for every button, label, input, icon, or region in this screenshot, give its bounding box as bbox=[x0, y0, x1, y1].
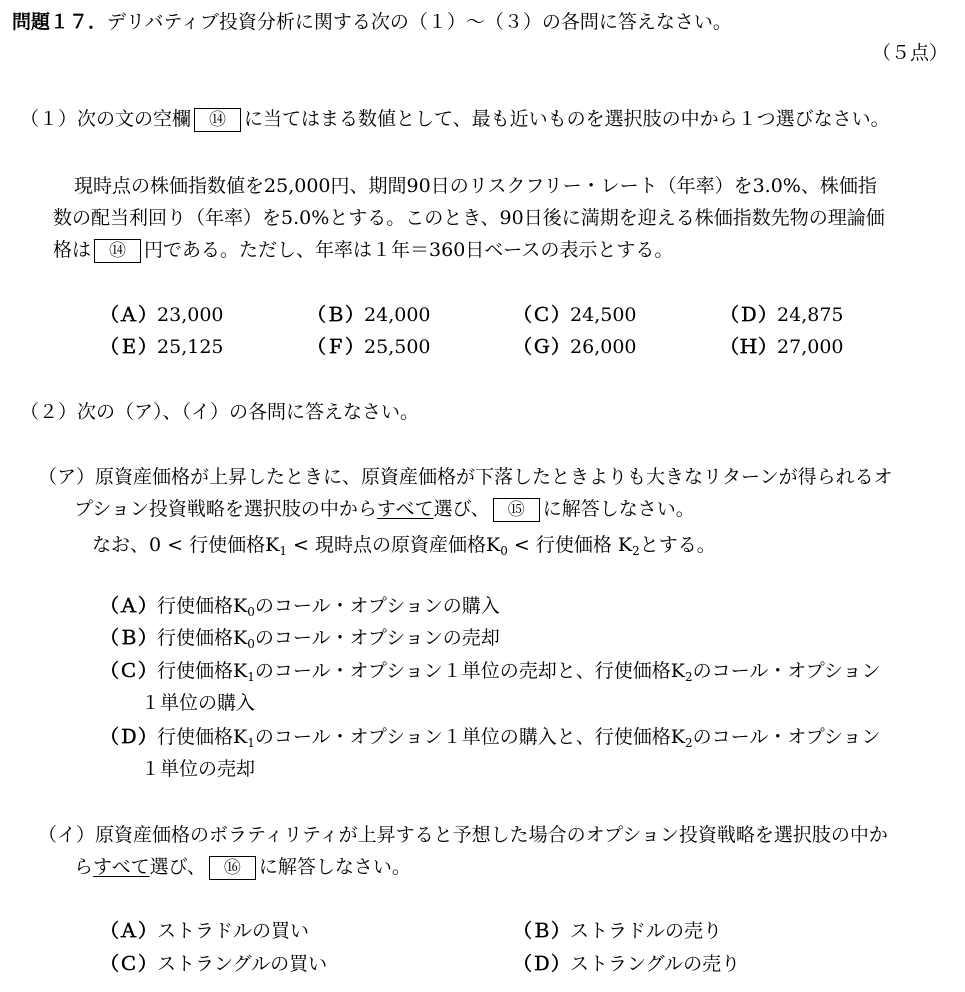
blank-16: ⑯ bbox=[209, 856, 256, 880]
q1-option-d: （Ｄ）24,875 bbox=[720, 304, 844, 326]
q2i-option-c: （Ｃ）ストラングルの買い bbox=[100, 953, 328, 975]
q1-option-e: （Ｅ）25,125 bbox=[100, 336, 224, 358]
question-text: デリバティブ投資分析に関する次の（１）～（３）の各問に答えなさい。 bbox=[107, 11, 732, 33]
q2a-line-1: （ア）原資産価格が上昇したときに、原資産価格が下落したときよりも大きなリターンが得られるオ bbox=[38, 466, 893, 488]
q2a-option-d: （Ｄ）行使価格$K_1$のコール・オプション１単位の購入と、行使価格$K_2$のコール・オプション bbox=[100, 726, 881, 750]
q2a-option-d-cont: １単位の売却 bbox=[141, 758, 256, 780]
q2i-option-b: （Ｂ）ストラドルの売り bbox=[513, 920, 723, 942]
q1-option-h: （Ｈ）27,000 bbox=[720, 336, 844, 358]
q2a-option-c: （Ｃ）行使価格$K_1$のコール・オプション１単位の売却と、行使価格$K_2$のコール・オプション bbox=[100, 660, 881, 684]
q1-option-a: （Ａ）23,000 bbox=[100, 304, 224, 326]
q1-paragraph-line-2: 数の配当利回り（年率）を5.0%とする。このとき、90日後に満期を迎える株価指数先物の理論価 bbox=[53, 207, 885, 229]
q2i-line-1: （イ）原資産価格のボラティリティが上昇すると予想した場合のオプション投資戦略を選択肢の中か bbox=[38, 824, 888, 846]
q2i-line-2: らすべて選び、 ⑯ に解答しなさい。 bbox=[74, 856, 411, 878]
q2a-line-2: プション投資戦略を選択肢の中からすべて選び、 ⑮ に解答しなさい。 bbox=[74, 498, 695, 520]
q1-paragraph-line-3: 格は ⑭ 円である。ただし、年率は１年＝360日ベースの表示とする。 bbox=[53, 239, 674, 261]
q2-intro: （２）次の（ア）、（イ）の各問に答えなさい。 bbox=[20, 401, 420, 423]
q2a-option-c-cont: １単位の購入 bbox=[141, 692, 256, 714]
q1-option-g: （Ｇ）26,000 bbox=[513, 336, 637, 358]
q1-option-b: （Ｂ）24,000 bbox=[307, 304, 431, 326]
q2a-line-3: なお、0 < 行使価格$K_1$ < 現時点の原資産価格$K_0$ < 行使価格 $K_2$とする。 bbox=[92, 534, 716, 558]
q2i-option-d: （Ｄ）ストラングルの売り bbox=[513, 953, 741, 975]
blank-14-inline: ⑭ bbox=[94, 239, 141, 263]
question-title bbox=[12, 9, 732, 35]
q1-intro: （１）次の文の空欄 ⑭ に当てはまる数値として、最も近いものを選択肢の中から１つ選びなさい。 bbox=[20, 108, 890, 130]
q1-option-c: （Ｃ）24,500 bbox=[513, 304, 637, 326]
blank-15: ⑮ bbox=[493, 498, 540, 522]
blank-14: ⑭ bbox=[194, 108, 241, 132]
q1-paragraph-line-1: 現時点の株価指数値を25,000円、期間90日のリスクフリー・レート（年率）を3.0%、株価指 bbox=[74, 175, 877, 197]
points: （５点） bbox=[872, 42, 949, 64]
q2i-option-a: （Ａ）ストラドルの買い bbox=[100, 920, 310, 942]
q2a-option-b: （Ｂ）行使価格$K_0$のコール・オプションの売却 bbox=[100, 627, 500, 651]
q2a-option-a: （Ａ）行使価格$K_0$のコール・オプションの購入 bbox=[100, 595, 500, 619]
question-number: 問題１７． bbox=[12, 11, 108, 33]
q1-option-f: （Ｆ）25,500 bbox=[307, 336, 431, 358]
